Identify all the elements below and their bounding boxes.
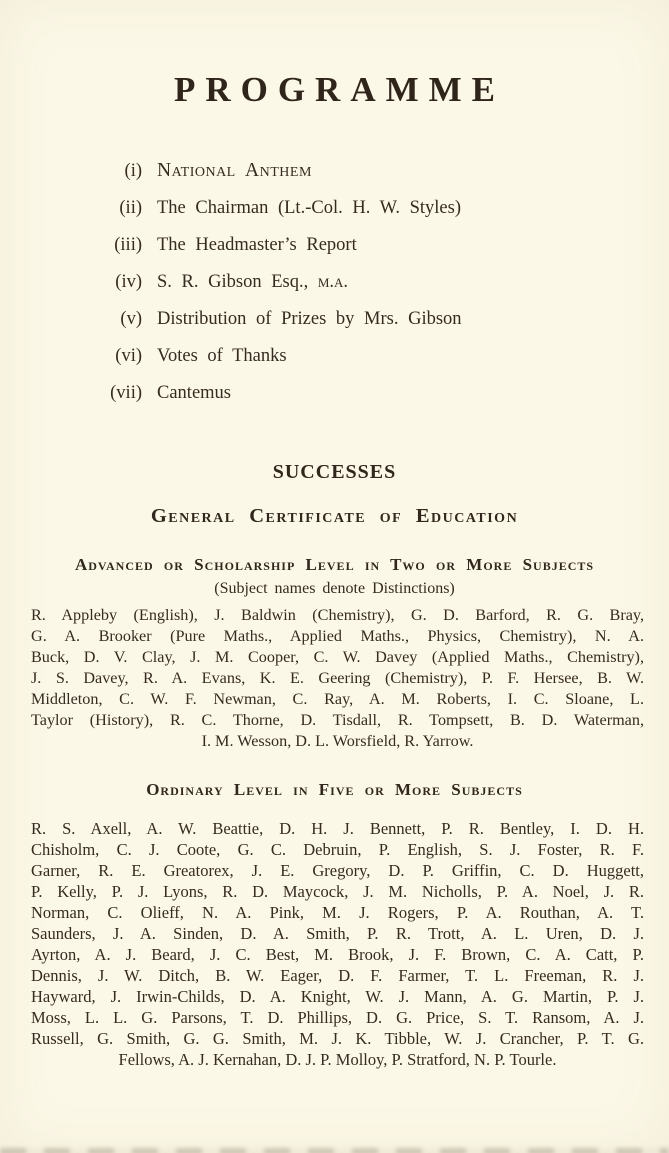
item-label: Distribution of Prizes by Mrs. Gibson [157, 309, 462, 329]
item-label: The Chairman (Lt.-Col. H. W. Styles) [157, 198, 462, 218]
names-line: Middleton, C. W. F. Newman, C. Ray, A. M. Roberts, I. C. Sloane, L. [31, 690, 644, 708]
programme-item [94, 235, 669, 256]
certificate-heading: General Certificate of Education [150, 505, 519, 527]
names-line: Moss, L. L. G. Parsons, T. D. Phillips, D. G. Price, S. T. Ransom, A. J. [31, 1008, 644, 1027]
names-line: Hayward, J. Irwin-Childs, D. A. Knight, W. J. Mann, A. G. Martin, P. J. [31, 987, 644, 1006]
item-number: (i) [124, 161, 142, 181]
item-label: Votes of Thanks [157, 346, 287, 366]
names-line: Dennis, J. W. Ditch, B. W. Eager, D. F. Farmer, T. L. Freeman, R. J. [31, 966, 644, 985]
item-number: (v) [120, 309, 142, 329]
names-line: G. A. Brooker (Pure Maths., Applied Maths., Physics, Chemistry), N. A. [31, 627, 644, 645]
item-number: (iv) [115, 272, 142, 292]
advanced-level-names [0, 605, 669, 752]
page-title: PROGRAMME [173, 70, 506, 109]
item-label: Cantemus [157, 383, 231, 403]
distinction-note: (Subject names denote Distinctions) [214, 580, 455, 597]
names-line: R. S. Axell, A. W. Beattie, D. H. J. Bennett, P. R. Bentley, I. D. H. [31, 819, 644, 838]
programme-list [0, 160, 669, 404]
names-line: Fellows, A. J. Kernahan, D. J. P. Molloy, P. Stratford, N. P. Tourle. [118, 1050, 557, 1069]
names-line: Garner, R. E. Greatorex, J. E. Gregory, D. P. Griffin, C. D. Huggett, [31, 861, 644, 880]
ordinary-level-names [0, 818, 669, 1070]
names-line: Taylor (History), R. C. Thorne, D. Tisdall, R. Tompsett, B. D. Waterman, [31, 711, 644, 729]
names-line: Buck, D. V. Clay, J. M. Cooper, C. W. Davey (Applied Maths., Chemistry), [31, 648, 644, 666]
programme-item [94, 198, 669, 219]
successes-heading: SUCCESSES [272, 461, 397, 483]
item-number: (vii) [110, 383, 142, 403]
names-line: J. S. Davey, R. A. Evans, K. E. Geering (Chemistry), P. F. Hersee, B. W. [31, 669, 644, 687]
item-number: (iii) [114, 235, 142, 255]
scan-edge-artifact [0, 1148, 669, 1153]
programme-item [94, 346, 669, 367]
item-label: S. R. Gibson Esq., m.a. [157, 272, 349, 292]
item-label: The Headmaster’s Report [157, 235, 357, 255]
programme-item [94, 160, 669, 182]
item-degree: m.a. [317, 272, 349, 292]
item-number: (vi) [115, 346, 142, 366]
programme-item [94, 309, 669, 330]
names-line: Saunders, J. A. Sinden, D. A. Smith, P. R. Trott, A. L. Uren, D. J. [31, 924, 644, 943]
names-line: R. Appleby (English), J. Baldwin (Chemistry), G. D. Barford, R. G. Bray, [31, 606, 644, 624]
names-line: Russell, G. Smith, G. G. Smith, M. J. K. Tibble, W. J. Crancher, P. T. G. [31, 1029, 644, 1048]
names-line: Ayrton, A. J. Beard, J. C. Best, M. Brook, J. F. Brown, C. A. Catt, P. [31, 945, 644, 964]
names-line: Norman, C. Olieff, N. A. Pink, M. J. Rogers, P. A. Routhan, A. T. [31, 903, 644, 922]
advanced-level-heading: Advanced or Scholarship Level in Two or More Subjects [74, 555, 595, 574]
item-number: (ii) [119, 198, 142, 218]
names-line: Chisholm, C. J. Coote, G. C. Debruin, P. English, S. J. Foster, R. F. [31, 840, 644, 859]
item-label: National Anthem [157, 160, 312, 181]
names-line: P. Kelly, P. J. Lyons, R. D. Maycock, J. M. Nicholls, P. A. Noel, J. R. [31, 882, 644, 901]
programme-item [94, 383, 669, 404]
names-line: I. M. Wesson, D. L. Worsfield, R. Yarrow. [201, 732, 474, 750]
programme-item [94, 272, 669, 293]
ordinary-level-heading: Ordinary Level in Five or More Subjects [146, 780, 523, 799]
